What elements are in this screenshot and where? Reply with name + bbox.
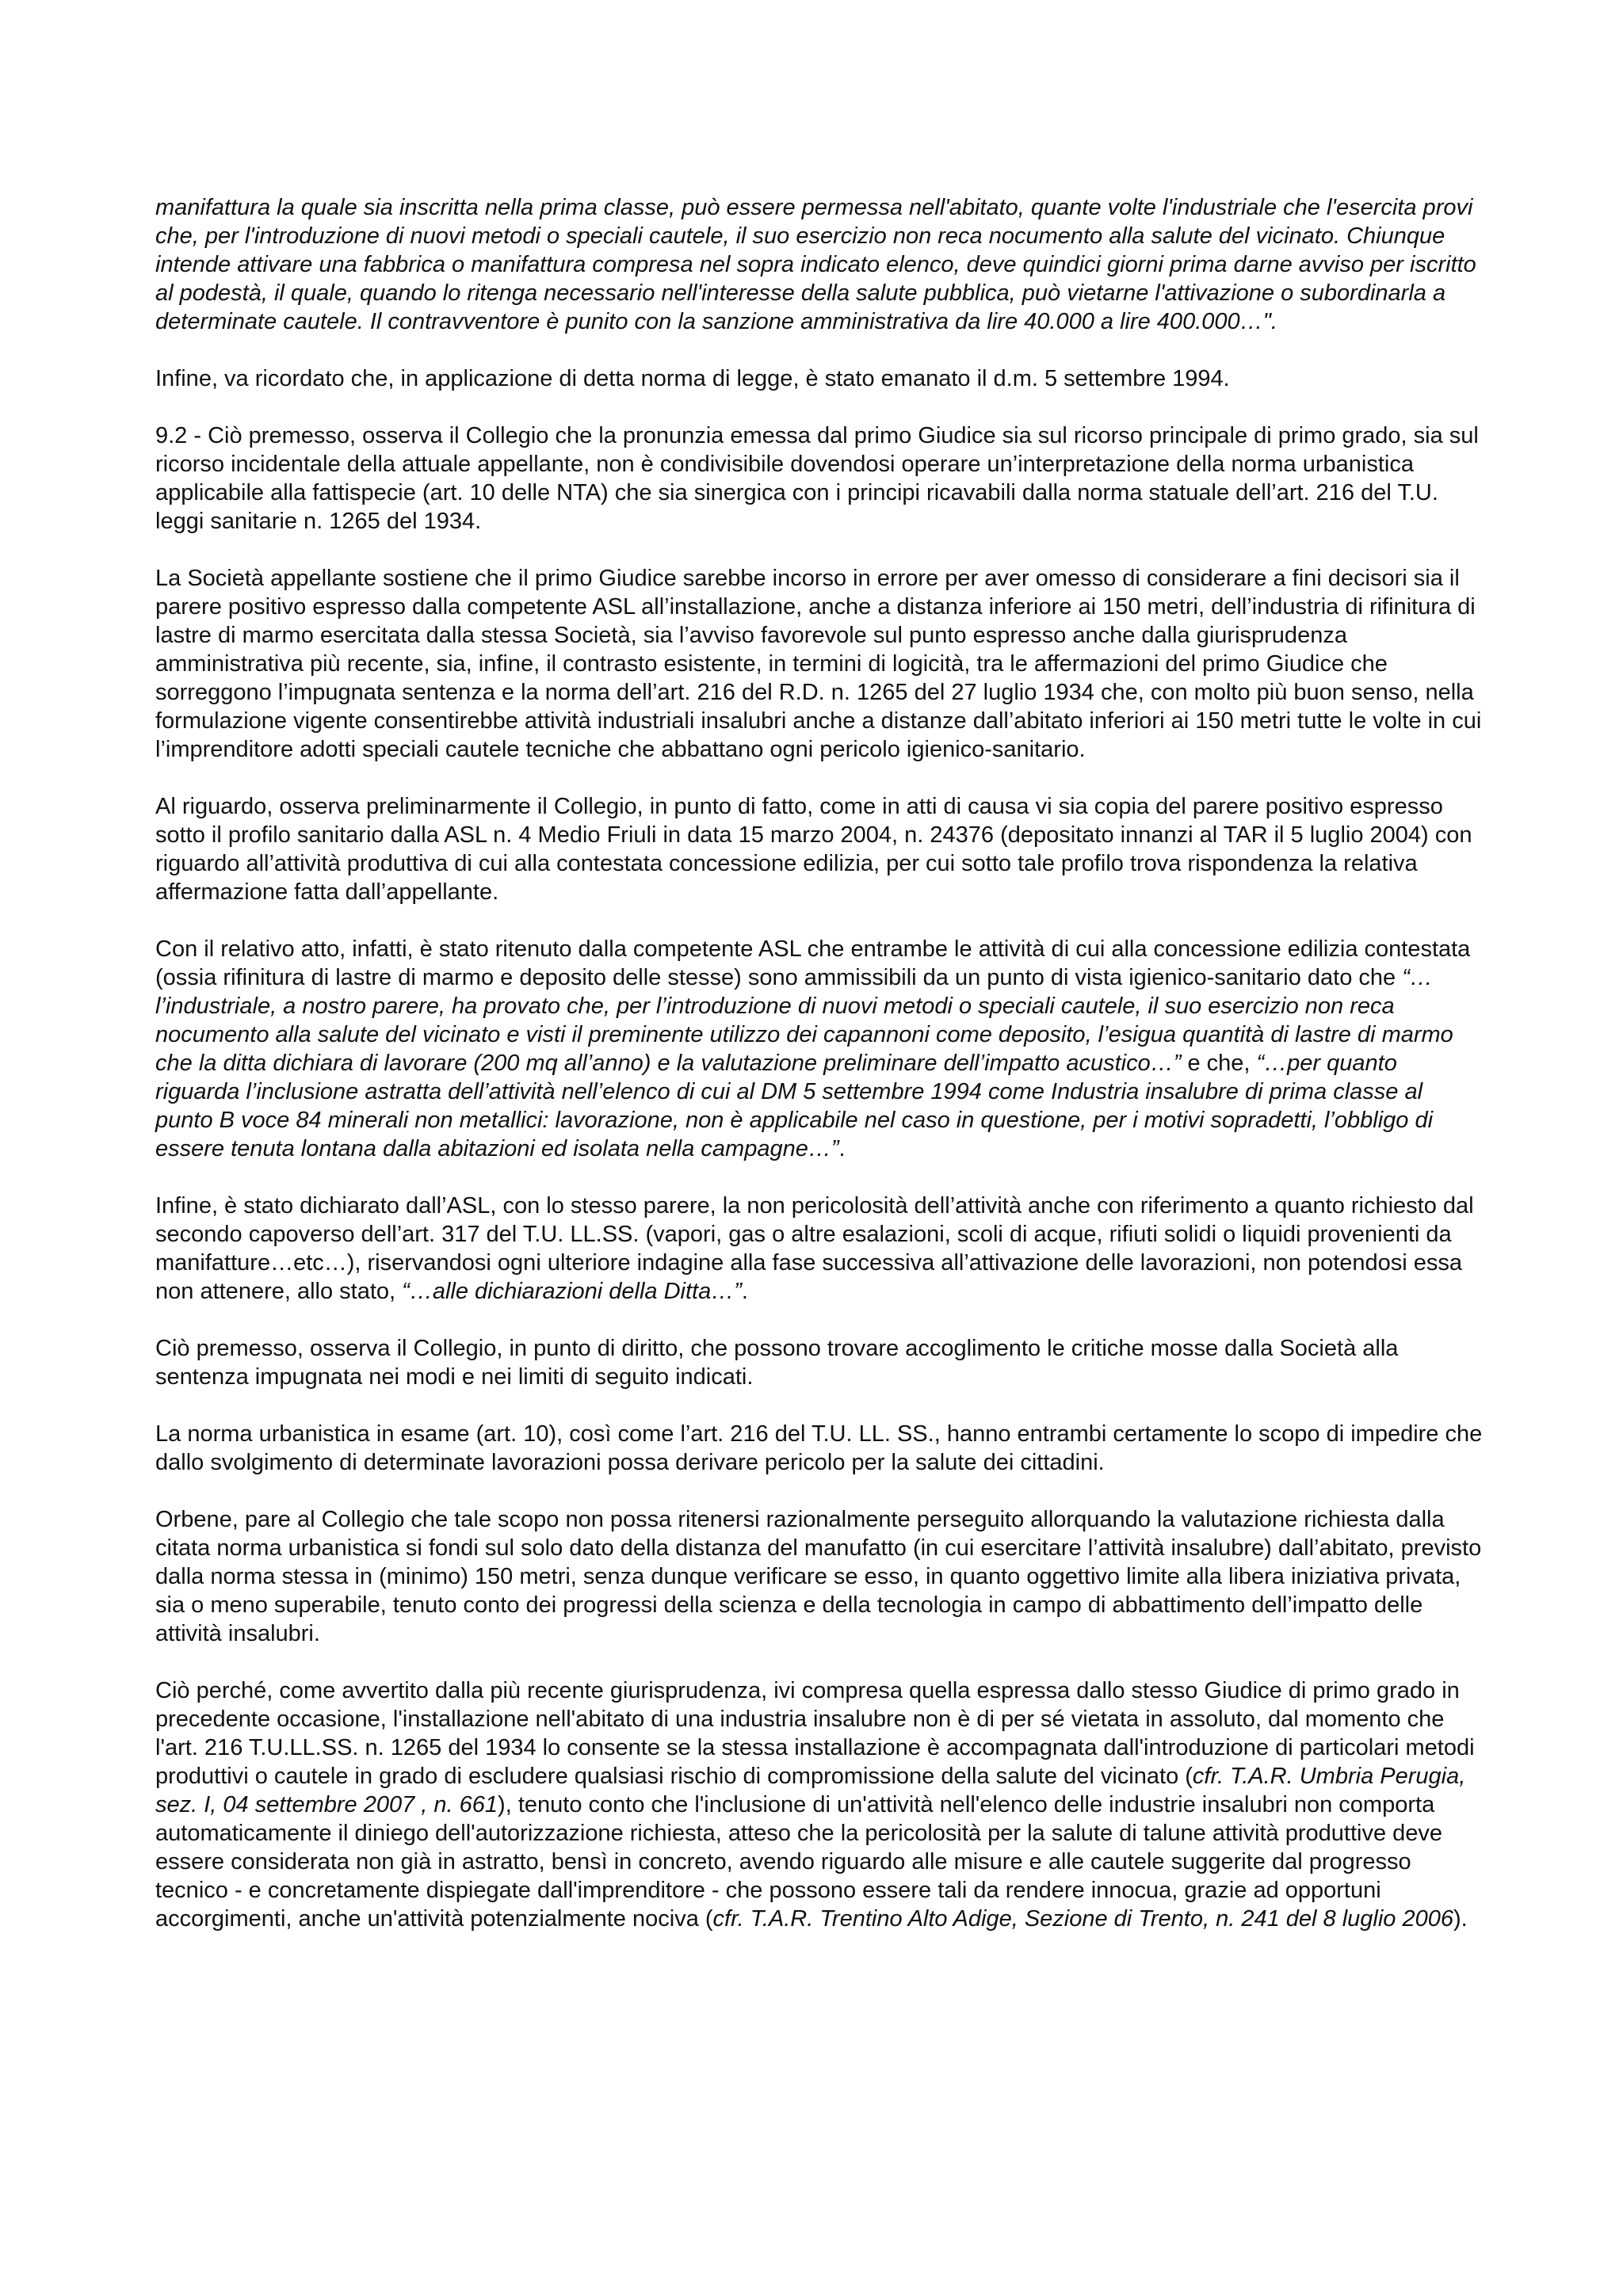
body-text: .	[838, 1136, 846, 1161]
paragraph-case-law	[155, 1676, 1484, 1933]
body-text: ).	[1453, 1906, 1468, 1932]
body-text: La Società appellante sostiene che il primo Giudice sarebbe incorso in errore per aver omesso di considerare a fini decisori sia il parere positivo espresso dalla competente ASL all’installazione, anche a distanza inferiore ai 150 metri, dell’industria di rifinitura di lastre di marmo esercitata dalla stessa Società, sia l’avviso favorevole sul punto espresso anche dalla giurisprudenza amministrativa più recente, sia, infine, il contrasto esistente, in termini di logicità, tra le affermazioni del primo Giudice che sorreggono l’impugnata sentenza e la norma dell’art. 216 del R.D. n. 1265 del 27 luglio 1934 che, con molto più buon senso, nella formulazione vigente consentirebbe attività industriali insalubri anche a distanze dall’abitato inferiori ai 150 metri tutte le volte in cui l’imprenditore adotti speciali cautele tecniche che abbattano ogni pericolo igienico-sanitario.	[155, 566, 1482, 762]
body-text: Infine, va ricordato che, in applicazione di detta norma di legge, è stato emanato il d.m. 5 settembre 1994.	[155, 366, 1230, 391]
quoted-text: “…per quanto riguarda l’inclusione astratta dell’attività nell’elenco di cui al DM 5 settembre 1994 come Industria insalubre di prima classe al punto B voce 84 minerali non metallici: lavorazione, non è applicabile nel caso in questione, per i motivi sopradetti, l’obbligo di essere tenuta lontana dalla abitazioni ed isolata nella campagne…”	[155, 1051, 1434, 1161]
body-text: Ciò perché, come avvertito dalla più recente giurisprudenza, ivi compresa quella espressa dallo stesso Giudice di primo grado in precedente occasione, l'installazione nell'abitato di una industria insalubre non è di per sé vietata in assoluto, dal momento che l'art. 216 T.U.LL.SS. n. 1265 del 1934 lo consente se la stessa installazione è accompagnata dall'introduzione di particolari metodi produttivi o cautele in grado di escludere qualsiasi rischio di compromissione della salute del vicinato (	[155, 1678, 1475, 1789]
body-text: Con il relativo atto, infatti, è stato ritenuto dalla competente ASL che entrambe le attività di cui alla concessione edilizia contestata (ossia rifinitura di lastre di marmo e deposito delle stesse) sono ammissibili da un punto di vista igienico-sanitario dato che	[155, 936, 1471, 990]
body-text: ), tenuto conto che l'inclusione di un'attività nell'elenco delle industrie insalubri non comporta automaticamente il diniego dell'autorizzazione richiesta, atteso che la pericolosità per la salute di talune attività produttive deve essere considerata non già in astratto, bensì in concreto, avendo riguardo alle misure e alle cautele suggerite dal progresso tecnico - e concretamente dispiegate dall'imprenditore - che possono essere tali da rendere innocua, grazie ad opportuni accorgimenti, anche un'attività potenzialmente nociva (	[155, 1792, 1443, 1932]
paragraph-section-9-2	[155, 421, 1484, 536]
body-text: e che,	[1181, 1051, 1257, 1076]
italic-text: manifattura la quale sia inscritta nella prima classe, può essere permessa nell'abitato, quante volte l'industriale che l'esercita provi che, per l'introduzione di nuovi metodi o speciali cautele, il suo esercizio non reca nocumento alla salute del vicinato. Chiunque intende attivare una fabbrica o manifattura compresa nel sopra indicato elenco, deve quindici giorni prima darne avviso per iscritto al podestà, il quale, quando lo ritenga necessario nell'interesse della salute pubblica, può vietarne l'attivazione o subordinarla a determinate cautele. Il contravventore è punito con la sanzione amministrativa da lire 40.000 a lire 400.000…".	[155, 195, 1476, 334]
paragraph-asl-opinion	[155, 792, 1484, 906]
paragraph-dm-reference	[155, 364, 1484, 393]
paragraph-asl-act	[155, 935, 1484, 1163]
body-text: Orbene, pare al Collegio che tale scopo non possa ritenersi razionalmente perseguito allorquando la valutazione richiesta dalla citata norma urbanistica si fondi sul solo dato della distanza del manufatto (in cui esercitare l’attività insalubre) dall’abitato, previsto dalla norma stessa in (minimo) 150 metri, senza dunque verificare se esso, in quanto oggettivo limite alla libera iniziativa privata, sia o meno superabile, tenuto conto dei progressi della scienza e della tecnologia in campo di abbattimento dell’impatto delle attività insalubri.	[155, 1507, 1482, 1646]
quoted-text: “…l’industriale, a nostro parere, ha provato che, per l’introduzione di nuovi metodi o speciali cautele, il suo esercizio non reca nocumento alla salute del vicinato e visti il preminente utilizzo dei capannoni come deposito, l’esigua quantità di lastre di marmo che la ditta dichiara di lavorare (200 mq all’anno) e la valutazione preliminare dell’impatto acustico…”	[155, 965, 1453, 1076]
body-text: Infine, è stato dichiarato dall’ASL, con lo stesso parere, la non pericolosità dell’attività anche con riferimento a quanto richiesto dal secondo capoverso dell’art. 317 del T.U. LL.SS. (vapori, gas o altre esalazioni, scoli di acque, rifiuti solidi o liquidi provenienti da manifatture…etc…), riservandosi ogni ulteriore indagine alla fase successiva all’attivazione delle lavorazioni, non potendosi essa non attenere, allo stato,	[155, 1193, 1474, 1304]
paragraph-appellant-argument	[155, 564, 1484, 764]
body-text: Ciò premesso, osserva il Collegio, in punto di diritto, che possono trovare accoglimento le critiche mosse dalla Società alla sentenza impugnata nei modi e nei limiti di seguito indicati.	[155, 1336, 1399, 1390]
paragraph-quoted-law	[155, 193, 1484, 336]
quoted-text: “…alle dichiarazioni della Ditta…”	[402, 1279, 742, 1304]
body-text: Al riguardo, osserva preliminarmente il Collegio, in punto di fatto, come in atti di causa vi sia copia del parere positivo espresso sotto il profilo sanitario dalla ASL n. 4 Medio Friuli in data 15 marzo 2004, n. 24376 (depositato innanzi al TAR il 5 luglio 2004) con riguardo all’attività produttiva di cui alla contestata concessione edilizia, per cui sotto tale profilo trova rispondenza la relativa affermazione fatta dall’appellante.	[155, 794, 1472, 905]
paragraph-asl-declaration	[155, 1192, 1484, 1306]
paragraph-urban-norm	[155, 1420, 1484, 1477]
citation-text: cfr. T.A.R. Umbria Perugia, sez. I, 04 settembre 2007 , n. 661	[155, 1764, 1466, 1817]
document-page	[155, 193, 1484, 1962]
paragraph-legal-premise	[155, 1334, 1484, 1391]
body-text: .	[741, 1279, 748, 1304]
body-text: 9.2 - Ciò premesso, osserva il Collegio che la pronunzia emessa dal primo Giudice sia sul ricorso principale di primo grado, sia sul ricorso incidentale della attuale appellante, non è condivisibile dovendosi operare un’interpretazione della norma urbanistica applicabile alla fattispecie (art. 10 delle NTA) che sia sinergica con i principi ricavabili dalla norma statuale dell’art. 216 del T.U. leggi sanitarie n. 1265 del 1934.	[155, 423, 1479, 534]
body-text: La norma urbanistica in esame (art. 10), così come l’art. 216 del T.U. LL. SS., hanno entrambi certamente lo scopo di impedire che dallo svolgimento di determinate lavorazioni possa derivare pericolo per la salute dei cittadini.	[155, 1421, 1483, 1475]
paragraph-orbene	[155, 1505, 1484, 1648]
citation-text: cfr. T.A.R. Trentino Alto Adige, Sezione di Trento, n. 241 del 8 luglio 2006	[712, 1906, 1453, 1932]
